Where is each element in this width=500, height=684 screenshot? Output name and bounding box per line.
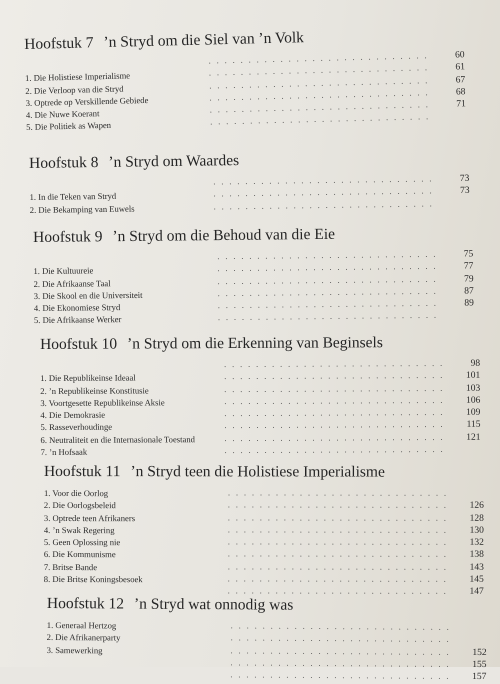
leader-dots: ............................ — [227, 574, 452, 584]
page-number: 128 — [469, 513, 484, 524]
page-number: 73 — [459, 186, 470, 197]
leader-dots: ............................ — [213, 198, 438, 212]
chapter-title: ’n Stryd om die Siel van ’n Volk — [103, 29, 305, 52]
toc-entry — [44, 499, 484, 512]
entry-title: 3. Samewerking — [46, 644, 103, 655]
leader-dots: ............................ — [227, 586, 452, 597]
leader-dots: ............................ — [224, 432, 449, 443]
page-number: 130 — [469, 525, 484, 536]
chapter-11 — [44, 463, 484, 598]
leader-dots: ............................ — [227, 500, 452, 511]
page-number: 89 — [464, 298, 474, 309]
leader-dots: ............................ — [227, 488, 452, 498]
entry-title: 2. Die Oorlogsbeleid — [43, 500, 116, 511]
chapter-heading — [44, 463, 484, 482]
chapter-7 — [24, 25, 466, 134]
leader-dots: ............................ — [217, 274, 442, 286]
leader-dots: ............................ — [208, 63, 434, 78]
leader-dots: ............................ — [224, 371, 449, 382]
toc-entry — [41, 444, 481, 459]
entry-title: 5. Geen Oplossing nie — [43, 537, 121, 548]
toc-entry — [44, 536, 484, 549]
entry-title: 4. ’n Swak Regering — [43, 524, 115, 536]
chapter-title: ’n Stryd teen die Holistiese Imperialisme — [130, 463, 385, 481]
chapter-heading — [40, 334, 480, 354]
leader-dots: ............................ — [217, 262, 442, 274]
leader-dots: ............................ — [224, 395, 449, 406]
chapter-12 — [46, 595, 487, 684]
leader-dots: ............................ — [217, 298, 442, 311]
page-number: 60 — [454, 50, 465, 61]
leader-dots: ............................ — [213, 186, 438, 199]
leader-dots: ............................ — [227, 562, 452, 572]
page-number: 157 — [472, 672, 487, 683]
leader-dots: ............................ — [230, 633, 455, 645]
page-number: 155 — [472, 659, 487, 670]
chapter-entries — [29, 173, 469, 216]
page-number: 115 — [466, 420, 481, 431]
entry-title: 3. Optrede op Verskillende Gebiede — [25, 94, 149, 108]
leader-dots: ............................ — [227, 512, 452, 523]
toc-entry — [44, 561, 484, 574]
toc-entry — [44, 487, 484, 500]
chapter-9 — [33, 224, 474, 326]
page-number: 77 — [463, 261, 474, 272]
page-number: 143 — [469, 562, 484, 573]
entry-title: 3. Voortgesette Republikeinse Aksie — [40, 397, 165, 408]
page-number: 68 — [455, 87, 466, 98]
leader-dots: ............................ — [209, 75, 434, 91]
page-number: 87 — [464, 286, 474, 297]
entry-title: 1. Generaal Hertzog — [46, 619, 117, 631]
page-number: 109 — [466, 407, 481, 418]
entry-title: 5. Die Politiek as Wapen — [26, 120, 112, 133]
leader-dots: ............................ — [210, 112, 435, 127]
chapter-label: Hoofstuk 12 — [46, 595, 125, 613]
chapter-label: Hoofstuk 9 — [33, 228, 103, 246]
chapter-title: ’n Stryd wat onnodig was — [133, 595, 294, 614]
toc-entry — [44, 524, 484, 537]
leader-dots: ............................ — [217, 311, 442, 323]
chapter-title: ’n Stryd om Waardes — [108, 152, 240, 171]
leader-dots: ............................ — [224, 408, 449, 419]
page-number: 126 — [469, 501, 484, 512]
leader-dots: ............................ — [230, 658, 455, 669]
chapter-label: Hoofstuk 11 — [43, 463, 121, 481]
toc-entry — [46, 668, 486, 683]
entry-title: 6. Neutraliteit en die Internasionale Toestand — [40, 433, 195, 445]
chapter-10 — [40, 334, 481, 459]
page-number: 103 — [466, 383, 481, 394]
page-number: 138 — [469, 550, 484, 561]
leader-dots: ............................ — [227, 537, 452, 547]
chapter-label: Hoofstuk 7 — [24, 34, 94, 53]
chapter-label: Hoofstuk 8 — [29, 154, 99, 172]
page-number: 71 — [456, 99, 466, 110]
chapter-entries — [40, 358, 481, 459]
leader-dots: ............................ — [227, 549, 452, 560]
entry-title: 1. Die Holistiese Imperialisme — [24, 70, 131, 84]
entry-title: 4. Die Nuwe Koerant — [25, 108, 100, 121]
entry-title: 1. In die Teken van Stryd — [29, 191, 117, 203]
chapter-heading — [33, 224, 473, 247]
chapter-entries — [25, 49, 467, 134]
leader-dots: ............................ — [224, 358, 449, 370]
page-number: 152 — [472, 647, 487, 658]
leader-dots: ............................ — [217, 249, 442, 262]
entry-title: 2. Die Afrikanerparty — [46, 632, 121, 643]
leader-dots: ............................ — [224, 420, 449, 431]
chapter-8 — [29, 149, 470, 216]
page-number: 132 — [469, 537, 484, 548]
leader-dots: ............................ — [230, 645, 455, 657]
entry-title: 4. Die Demokrasie — [40, 409, 106, 421]
chapter-entries — [46, 619, 486, 684]
entry-title: 8. Die Britse Koningsbesoek — [43, 574, 143, 585]
entry-title: 5. Die Afrikaanse Werker — [33, 314, 122, 326]
page-number: 98 — [470, 358, 481, 369]
chapter-heading — [24, 25, 464, 54]
entry-title: 3. Die Skool en die Universiteit — [33, 289, 143, 301]
entry-title: 3. Optrede teen Afrikaners — [43, 512, 136, 523]
toc-entry — [44, 512, 484, 525]
page-number: 147 — [469, 587, 484, 598]
page-number: 121 — [466, 432, 481, 443]
chapter-title: ’n Stryd om die Behoud van die Eie — [112, 225, 336, 246]
page-number: 73 — [459, 173, 470, 184]
leader-dots: ............................ — [209, 100, 434, 115]
entry-title: 1. Voor die Oorlog — [43, 487, 109, 499]
leader-dots: ............................ — [208, 51, 433, 66]
entry-title: 4. Die Ekonomiese Stryd — [33, 302, 121, 314]
page-number: 106 — [466, 395, 481, 406]
entry-title: 2. Die Bekamping van Euwels — [29, 203, 135, 215]
entry-title: 1. Die Republikeinse Ideaal — [40, 372, 136, 384]
entry-title: 2. Die Afrikaanse Taal — [33, 277, 111, 289]
page-number: 79 — [463, 273, 474, 285]
entry-title: 1. Die Kultuureie — [33, 265, 94, 277]
leader-dots: ............................ — [224, 444, 449, 456]
chapter-heading — [29, 149, 469, 173]
chapter-entries — [44, 487, 484, 598]
page-number: 61 — [455, 62, 466, 73]
entry-title: 7. Britse Bande — [43, 561, 98, 572]
entry-title: 7. ’n Hofsaak — [40, 446, 88, 458]
chapter-heading — [47, 595, 487, 616]
leader-dots: ............................ — [213, 174, 438, 187]
chapter-label: Hoofstuk 10 — [40, 335, 118, 353]
toc-entry — [44, 573, 484, 586]
leader-dots: ............................ — [217, 286, 442, 298]
entry-title: 6. Die Kommunisme — [43, 549, 116, 560]
leader-dots: ............................ — [227, 525, 452, 535]
page-number: 75 — [463, 249, 474, 260]
leader-dots: ............................ — [230, 621, 455, 632]
page-number: 101 — [465, 370, 481, 382]
entry-title: 5. Rasseverhoudinge — [40, 422, 113, 433]
page-number: 145 — [469, 574, 484, 585]
toc-entry — [44, 548, 484, 561]
chapter-title: ’n Stryd om die Erkenning van Beginsels — [127, 334, 383, 353]
leader-dots: ............................ — [224, 383, 449, 394]
leader-dots: ............................ — [230, 670, 455, 682]
page-number: 67 — [455, 74, 466, 86]
entry-title: 2. Die Verloop van die Stryd — [25, 83, 124, 96]
leader-dots: ............................ — [209, 87, 434, 103]
entry-title: 2. ’n Republikeinse Konstitusie — [40, 385, 149, 396]
chapter-entries — [33, 248, 474, 326]
